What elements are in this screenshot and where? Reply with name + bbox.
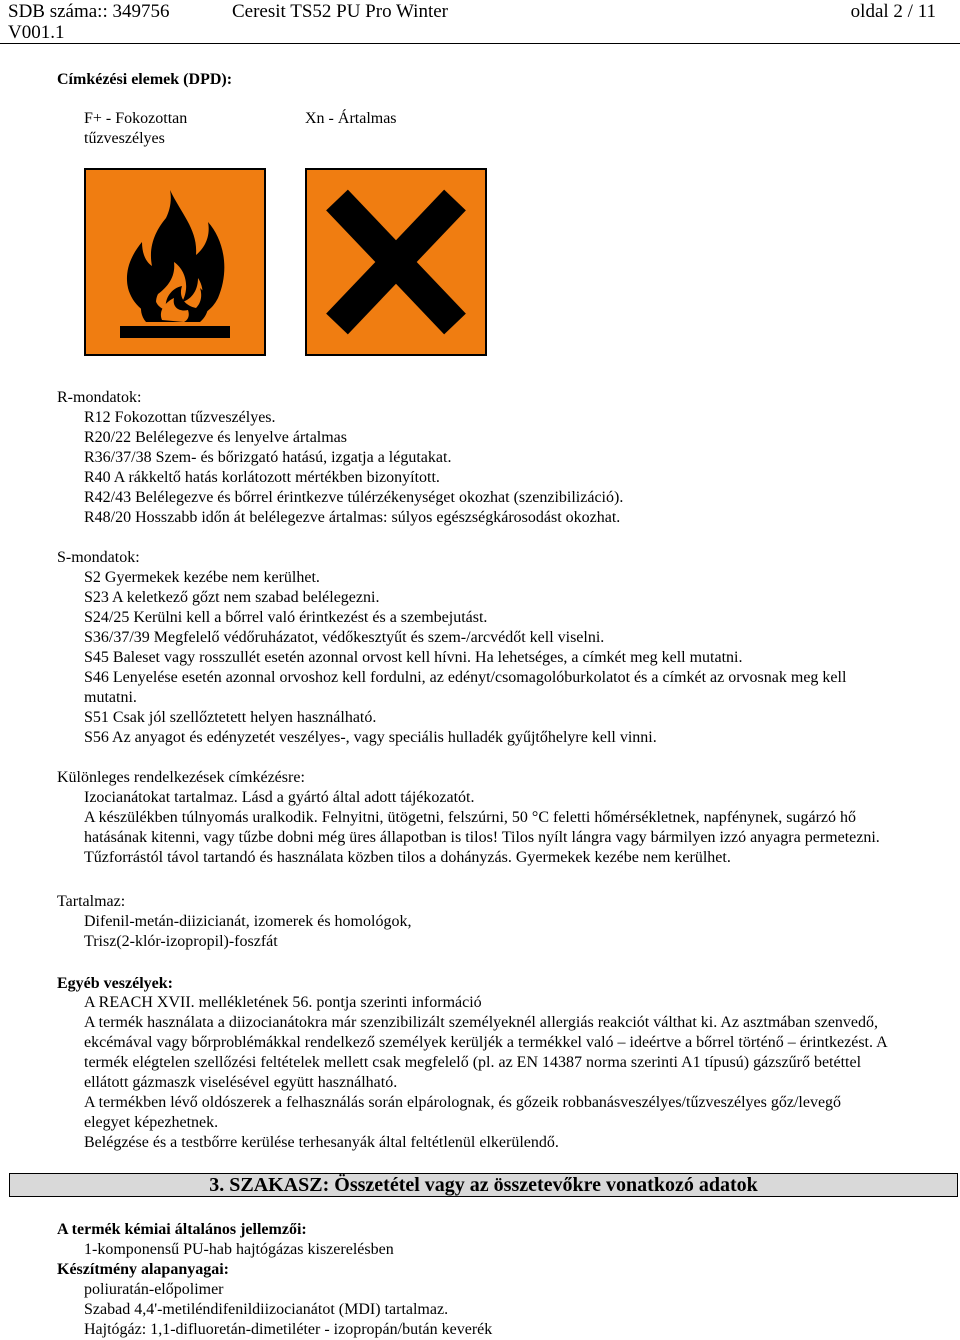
list-item: R48/20 Hosszabb időn át belélegezve ártalmas: súlyos egészségkárosodást okozhat. [84,509,621,526]
section-3-heading: 3. SZAKASZ: Összetétel vagy az összetevőkre vonatkozó adatok [9,1173,958,1197]
list-item: S24/25 Kerülni kell a bőrrel való érintkezést és a szembejutást. [84,609,488,626]
contains-title: Tartalmaz: [57,893,126,910]
list-item: Szabad 4,4'-metiléndifenildiizocianátot (MDI) tartalmaz. [84,1301,449,1318]
contains-list [84,912,954,952]
page-header [0,0,960,44]
list-item: S45 Baleset vagy rosszullét esetén azonnal orvost kell hívni. Ha lehetséges, a címkét meg kell mutatni. [84,649,743,666]
list-item: termék elégtelen szellőzési feltételek mellett csak megfelelő (pl. az EN 14387 norma szerinti A1 típusú) gázszűrő betéttel [84,1054,862,1071]
harmful-x-icon [305,168,487,356]
list-item: S36/37/39 Megfelelő védőruházatot, védőkesztyűt és szem-/arcvédőt kell viselni. [84,629,605,646]
list-item: ellátott gázmaszk viselésével együtt használható. [84,1074,398,1091]
list-item: poliuratán-előpolimer [84,1281,224,1298]
other-hazards-list [84,993,954,1153]
version: V001.1 [8,22,65,43]
base-materials-list [84,1280,954,1340]
list-item: R42/43 Belélegezve és bőrrel érintkezve túlérzékenységet okozhat (szenzibilizáció). [84,489,624,506]
list-item: Trisz(2-klór-izopropil)-foszfát [84,933,278,950]
list-item: A termék használata a diizocianátokra már szenzibilizált személyeknél allergiás reakciót válthat ki. Az asztmában szenvedő, [84,1014,879,1031]
list-item: mutatni. [84,689,137,706]
list-item: hatásának kitenni, vagy tűzbe dobni még üres állapotban is tilos! Tilos nyílt lángra vagy bármilyen izzó anyagra permetezni. [84,829,880,846]
list-item: A REACH XVII. mellékletének 56. pontja szerinti információ [84,994,482,1011]
symbol-flammable-caption-line1: F+ - Fokozottan [84,110,188,127]
list-item: S56 Az anyagot és edényzetét veszélyes-, vagy speciális hulladék gyűjtőhelyre kell vinni. [84,729,657,746]
symbol-flammable-caption [84,109,187,149]
list-item: elegyet képezhetnek. [84,1114,219,1131]
flame-icon [84,168,266,356]
list-item: R36/37/38 Szem- és bőrizgató hatású, izgatja a légutakat. [84,449,452,466]
s-phrases-title: S-mondatok: [57,549,140,566]
special-provisions-list [84,788,954,868]
list-item: 1-komponensű PU-hab hajtógázas kiszerelésben [84,1241,394,1258]
list-item: Difenil-metán-diizicianát, izomerek és homológok, [84,913,412,930]
r-phrases-title: R-mondatok: [57,389,142,406]
labeling-title: Címkézési elemek (DPD): [57,71,233,88]
general-characteristics-value [84,1240,954,1260]
list-item: R20/22 Belélegezve és lenyelve ártalmas [84,429,348,446]
sdb-number: SDB száma:: 349756 [8,1,170,22]
other-hazards-title: Egyéb veszélyek: [57,975,173,992]
list-item: Izocianátokat tartalmaz. Lásd a gyártó által adott tájékozatót. [84,789,475,806]
list-item: A készülékben túlnyomás uralkodik. Felnyitni, ütögetni, felszúrni, 50 °C feletti hőmérsékletnek, napfénynek, sugárzó hő [84,809,856,826]
r-phrases-list [84,408,954,528]
list-item: Hajtógáz: 1,1-difluoretán-dimetiléter - izopropán/bután keverék [84,1321,493,1338]
list-item: ekcémával vagy bőrproblémákkal rendelkező személyek kerüljék a termékkel való – ideértve a bőrrel történő – érintkezést. A [84,1034,888,1051]
list-item: R40 A rákkeltő hatás korlátozott mértékben bizonyított. [84,469,440,486]
symbol-harmful-caption: Xn - Ártalmas [305,110,397,127]
symbol-flammable-caption-line2: tűzveszélyes [84,130,165,147]
list-item: S23 A keletkező gőzt nem szabad belélegezni. [84,589,380,606]
page-number: oldal 2 / 11 [850,1,936,22]
list-item: S2 Gyermekek kezébe nem kerülhet. [84,569,320,586]
general-characteristics-title: A termék kémiai általános jellemzői: [57,1221,307,1238]
list-item: R12 Fokozottan tűzveszélyes. [84,409,276,426]
list-item: S51 Csak jól szellőztetett helyen használható. [84,709,377,726]
list-item: A termékben lévő oldószerek a felhasználás során elpárolognak, és gőzeik robbanásveszélyes/tűzveszélyes gőz/levegő [84,1094,842,1111]
special-provisions-title: Különleges rendelkezések címkézésre: [57,769,305,786]
base-materials-title: Készítmény alapanyagai: [57,1261,229,1278]
product-name: Ceresit TS52 PU Pro Winter [232,1,448,22]
list-item: Tűzforrástól távol tartandó és használata közben tilos a dohányzás. Gyermekek kezébe nem kerülhet. [84,849,731,866]
s-phrases-list [84,568,954,748]
list-item: S46 Lenyelése esetén azonnal orvoshoz kell fordulni, az edényt/csomagolóburkolatot és a címkét az orvosnak meg kell [84,669,847,686]
list-item: Belégzése és a testbőrre kerülése terhesanyák által feltétlenül elkerülendő. [84,1134,559,1151]
